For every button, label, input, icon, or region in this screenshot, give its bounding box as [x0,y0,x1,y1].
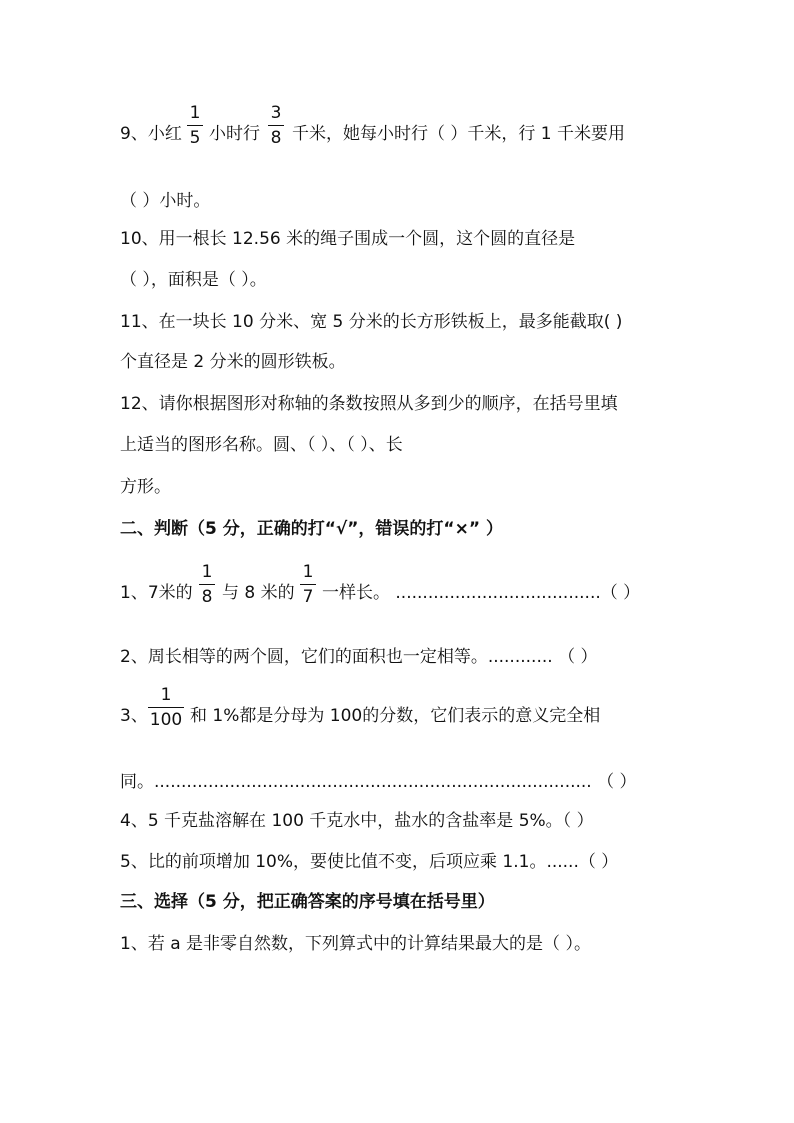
q9-fraction-2 [268,103,284,148]
fraction-bar [199,584,215,585]
fraction-bar [148,707,184,708]
q9-fraction-2-numerator: 3 [270,103,282,123]
q9-text-b: 小时行 [209,124,260,144]
j2-line-1: 2、周长相等的两个圆，它们的面积也一定相等。............ （ ） [120,647,598,667]
q11-line-1: 11、在一块长 10 分米、宽 5 分米的长方形铁板上，最多能截取( ) [120,312,623,332]
q9-fraction-1-denominator: 5 [189,128,201,148]
j1-text-a: 1、7米的 [120,583,193,603]
q9-text-c: 千米，她每小时行（ ）千米，行 1 千米要用 [292,124,626,144]
q12-line-1: 12、请你根据图形对称轴的条数按照从多到少的顺序，在括号里填 [120,394,618,414]
section-2-title: 二、判断（5 分，正确的打“√”，错误的打“×” ） [120,519,503,539]
j3-fraction-denominator: 100 [149,710,183,730]
j3-line-2: 同。................................................................................. （ ） [120,772,637,792]
q12-line-3: 方形。 [120,477,171,497]
j3-fraction-numerator: 1 [160,685,172,705]
j1-fraction-1-numerator: 1 [201,562,213,582]
j3-text-b: 和 1%都是分母为 100的分数，它们表示的意义完全相 [190,706,601,726]
fraction-bar [268,125,284,126]
fraction-bar [300,584,316,585]
q10-line-1: 10、用一根长 12.56 米的绳子围成一个圆，这个圆的直径是 [120,229,576,249]
j1-fraction-2-denominator: 7 [302,587,314,607]
j4-line-1: 4、5 千克盐溶解在 100 千克水中，盐水的含盐率是 5%。（ ） [120,811,594,831]
j5-line-1: 5、比的前项增加 10%，要使比值不变，后项应乘 1.1。......（ ） [120,852,619,872]
q9-fraction-2-denominator: 8 [270,128,282,148]
q9-text-d: （ ）小时。 [120,191,211,211]
j1-fraction-1-denominator: 8 [201,587,213,607]
q11-line-2: 个直径是 2 分米的圆形铁板。 [120,352,346,372]
q9-text-a: 9、小红 [120,124,182,144]
q12-line-2: 上适当的图形名称。圆、（ ）、（ ）、长 [120,435,403,455]
j1-text-c: 一样长。 ......................................（ ） [322,583,641,603]
q10-line-2: （ ），面积是（ ）。 [120,270,267,290]
q9-fraction-1-numerator: 1 [189,103,201,123]
fraction-bar [187,125,203,126]
q9-fraction-1 [187,103,203,148]
section-3-title: 三、选择（5 分，把正确答案的序号填在括号里） [120,892,495,912]
c1-line-1: 1、若 a 是非零自然数，下列算式中的计算结果最大的是（ ）。 [120,934,591,954]
j1-fraction-1 [199,562,215,607]
j1-fraction-2 [300,562,316,607]
j3-text-a: 3、 [120,706,148,726]
j1-text-b: 与 8 米的 [222,583,295,603]
j3-fraction [148,685,184,730]
j1-fraction-2-numerator: 1 [302,562,314,582]
